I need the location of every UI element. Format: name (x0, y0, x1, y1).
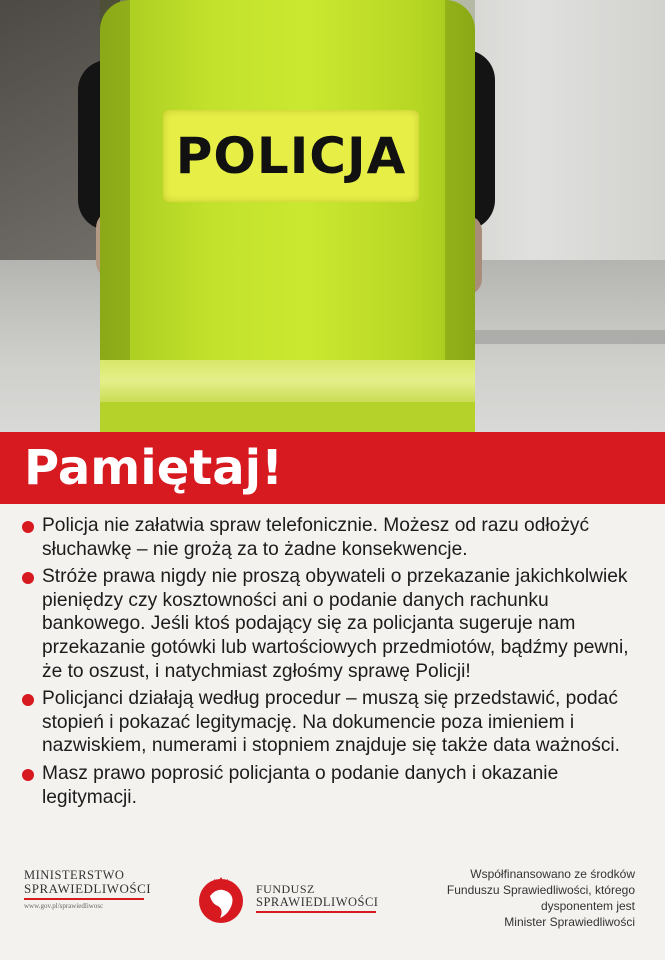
cofinancing-line: dysponentem jest (540, 899, 635, 913)
bullet-text: Masz prawo poprosić policjanta o podanie danych i okazanie legitymacji. (42, 762, 559, 808)
list-item (22, 514, 642, 561)
list-item (22, 762, 642, 809)
fund-red-rule (256, 911, 376, 913)
cofinancing-line: Współfinansowano ze środków (470, 867, 635, 881)
bullet-list (22, 514, 642, 813)
eagle-emblem-icon (196, 874, 246, 924)
bullet-text: Policja nie załatwia spraw telefonicznie. Możesz od razu odłożyć słuchawkę – nie grożą za to żadne konsekwencje. (42, 515, 590, 560)
ministry-logo (24, 868, 164, 910)
vest-police-text: POLICJA (175, 127, 407, 185)
police-officer-photo (0, 0, 665, 432)
bullet-dot-icon (22, 769, 34, 781)
heading-band (0, 432, 665, 504)
bullet-text: Stróże prawa nigdy nie proszą obywateli o przekazanie jakichkolwiek pieniędzy czy kosztowności ani o podanie danych rachunku bankowego. Jeśli ktoś podający się za policjanta sugeruje nam przekazanie gotówki lub wartościowych przedmiotów, bądźmy pewni, że to oszust, i natychmiast zgłośmy sprawę Policji! (42, 566, 629, 682)
bullet-dot-icon (22, 694, 34, 706)
cofinancing-line: Funduszu Sprawiedliwości, którego (446, 883, 635, 897)
ministry-url: www.gov.pl/sprawiedliwosc (24, 902, 104, 910)
vest-hem (100, 402, 475, 432)
bullet-dot-icon (22, 521, 34, 533)
bullet-dot-icon (22, 572, 34, 584)
list-item (22, 565, 642, 683)
vest-police-label (163, 110, 419, 202)
footer (0, 856, 665, 960)
ministry-name-line2: SPRAWIEDLIWOŚCI (24, 881, 152, 896)
reflective-strip (100, 360, 475, 402)
cofinancing-line: Minister Sprawiedliwości (504, 915, 635, 929)
page-title: Pamiętaj! (24, 440, 283, 496)
fund-name-line1: FUNDUSZ (256, 882, 315, 896)
fund-logo (196, 874, 396, 934)
ministry-name-line1: MINISTERSTWO (24, 868, 125, 882)
ministry-red-rule (24, 898, 144, 900)
cofinancing-note (405, 866, 635, 930)
road-stripe (470, 330, 665, 344)
fund-name-line2: SPRAWIEDLIWOŚCI (256, 895, 379, 909)
bullet-text: Policjanci działają według procedur – muszą się przedstawić, podać stopień i pokazać legitymację. Na dokumencie poza imieniem i nazwiskiem, numerami i stopniem znajduje się także data ważności. (42, 688, 621, 757)
list-item (22, 687, 642, 758)
